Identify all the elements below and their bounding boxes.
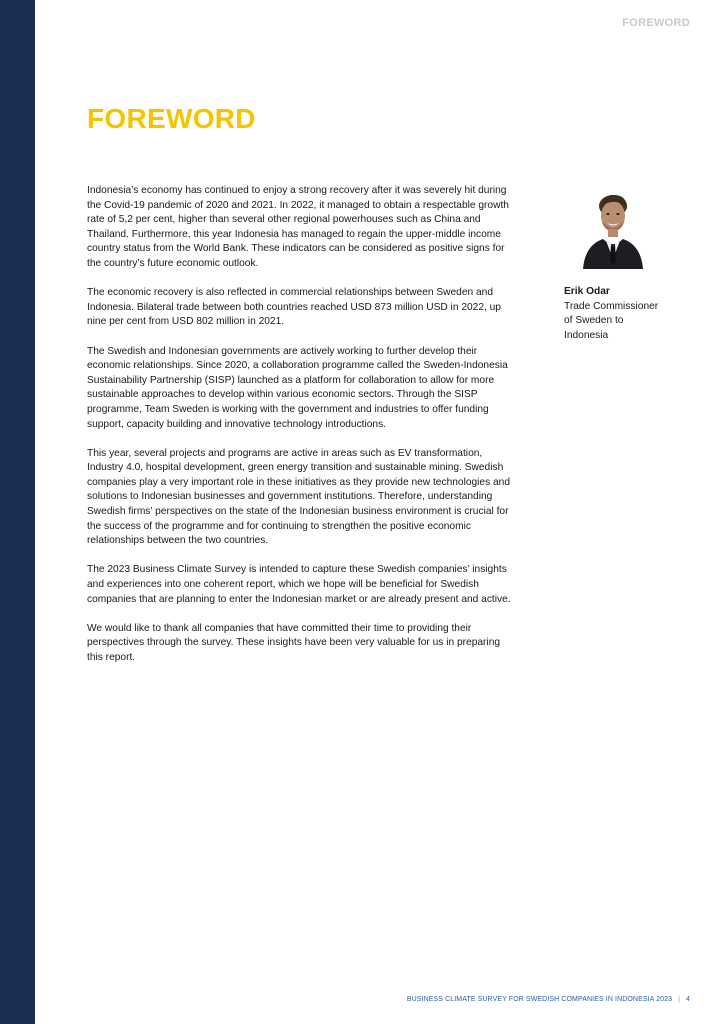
paragraph: We would like to thank all companies that have committed their time to providing their perspectives through the survey. These insights have been very valuable for us in preparing this report.	[87, 622, 501, 663]
signature-role: Trade Commissioner of Sweden to Indonesia	[564, 300, 659, 341]
paragraph: Indonesia’s economy has continued to enjoy a strong recovery after it was severely hit during the Covid-19 pandemic of 2020 and 2021. In 2022, it managed to obtain a respectable growth rate of 5,2 per cent, higher than several other regional powerhouses such as China and Thailand. Furthermore, this year Indonesia has managed to regain the upper-middle income country status from the World Bank. These indicators can be considered as positive signs for the country’s future economic outlook.	[87, 185, 509, 269]
signature-name: Erik Odar	[564, 286, 610, 297]
paragraph: The 2023 Business Climate Survey is intended to capture these Swedish companies’ insights and experiences into one coherent report, which we hope will be beneficial for Swedish companies that are planning to enter the Indonesian market or are already present and active.	[87, 564, 511, 605]
paragraph: The Swedish and Indonesian governments are actively working to further develop their economic relationships. Since 2020, a collaboration programme called the Sweden-Indonesia Sustainability Partnership (SISP) launched as a platform for collaboration to allow for more sustainable approaches to develop within various economic sectors. Through the SISP programme, Team Sweden is working with the government and industries to offer funding support, capacity building and innovative technology introductions.	[87, 345, 508, 430]
author-portrait	[581, 189, 645, 269]
signature-block	[564, 285, 704, 343]
footer-page-number: 4	[686, 996, 690, 1003]
page-title: FOREWORD	[87, 103, 256, 134]
paragraph: The economic recovery is also reflected in commercial relationships between Sweden and Indonesia. Bilateral trade between both countries reached USD 873 million USD in 2022, up nine per cent from USD 802 million in 2021.	[87, 287, 501, 328]
section-header-tag: FOREWORD	[622, 17, 690, 29]
paragraph: This year, several projects and programs are active in areas such as EV transformation, Industry 4.0, hospital development, green energy transition and sustainable mining. Swedish companies play a very important role in these initiatives as they provide new technologies and solutions to Indonesian businesses and government institutions. Therefore, understanding Swedish firms’ perspectives on the state of the Indonesian business environment is crucial for the success of the programme and for continuing to strengthen the positive economic relationships between the two countries.	[87, 447, 511, 547]
foreword-body	[87, 184, 512, 680]
left-sidebar-band	[0, 0, 35, 1024]
footer-report-title: BUSINESS CLIMATE SURVEY FOR SWEDISH COMPANIES IN INDONESIA 2023	[406, 996, 673, 1003]
page-footer	[407, 996, 690, 1003]
footer-separator: |	[678, 996, 680, 1003]
